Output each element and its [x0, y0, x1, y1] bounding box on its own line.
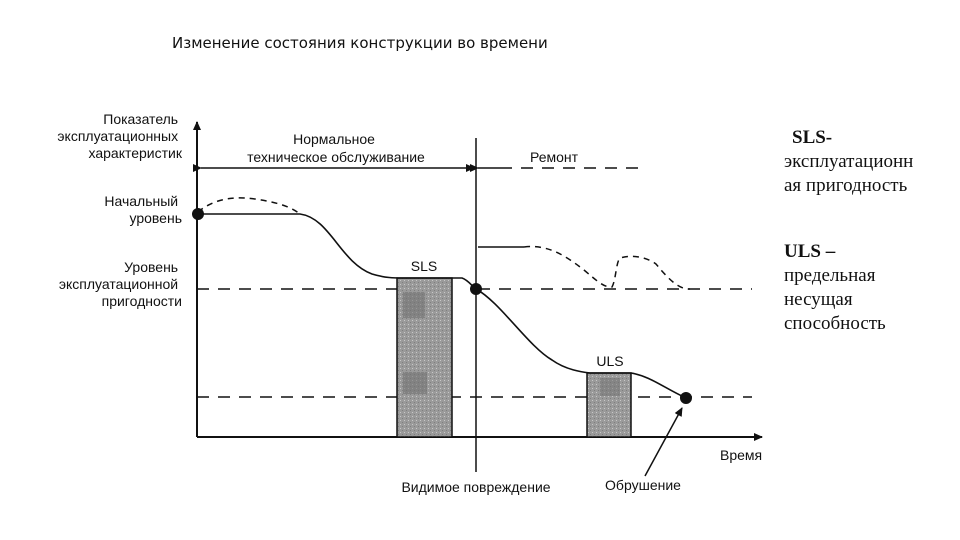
collapse-arrow [645, 408, 682, 476]
sls-block-mark-top [403, 292, 425, 318]
x-axis-label: Время [720, 447, 763, 463]
sls-block-mark-bottom [403, 372, 427, 394]
uls-note-term: ULS – [784, 241, 836, 262]
collapse-label: Обрушение [605, 477, 681, 493]
sls-note [784, 126, 913, 198]
uls-note-line1: предельная [784, 265, 876, 286]
sls-note-term: SLS- [792, 127, 833, 148]
initial-level-label: Начальный уровень [104, 193, 182, 226]
uls-block-mark [600, 378, 620, 396]
sls-note-line2: ая пригодность [784, 175, 908, 196]
slide-title: Изменение состояния конструкции во времени [172, 34, 548, 52]
uls-label: ULS [596, 353, 624, 369]
uls-note [784, 240, 886, 336]
initial-point [192, 208, 204, 220]
repair-curve-dashed [524, 247, 690, 290]
serviceability-level-label: Уровень эксплуатационной пригодности [58, 259, 182, 309]
sls-label: SLS [410, 258, 438, 274]
collapse-point [680, 392, 692, 404]
normal-maintenance-label: Нормальное техническое обслуживание [247, 131, 425, 165]
maintenance-curve [198, 198, 300, 214]
uls-note-line3: способность [784, 313, 886, 334]
y-axis-label: Показатель эксплуатационных характеристик [57, 111, 182, 161]
visible-damage-label: Видимое повреждение [401, 479, 551, 495]
sls-note-line1: эксплуатационн [784, 151, 914, 172]
repair-label: Ремонт [530, 149, 579, 165]
sls-point [470, 283, 482, 295]
uls-note-line2: несущая [784, 289, 853, 310]
